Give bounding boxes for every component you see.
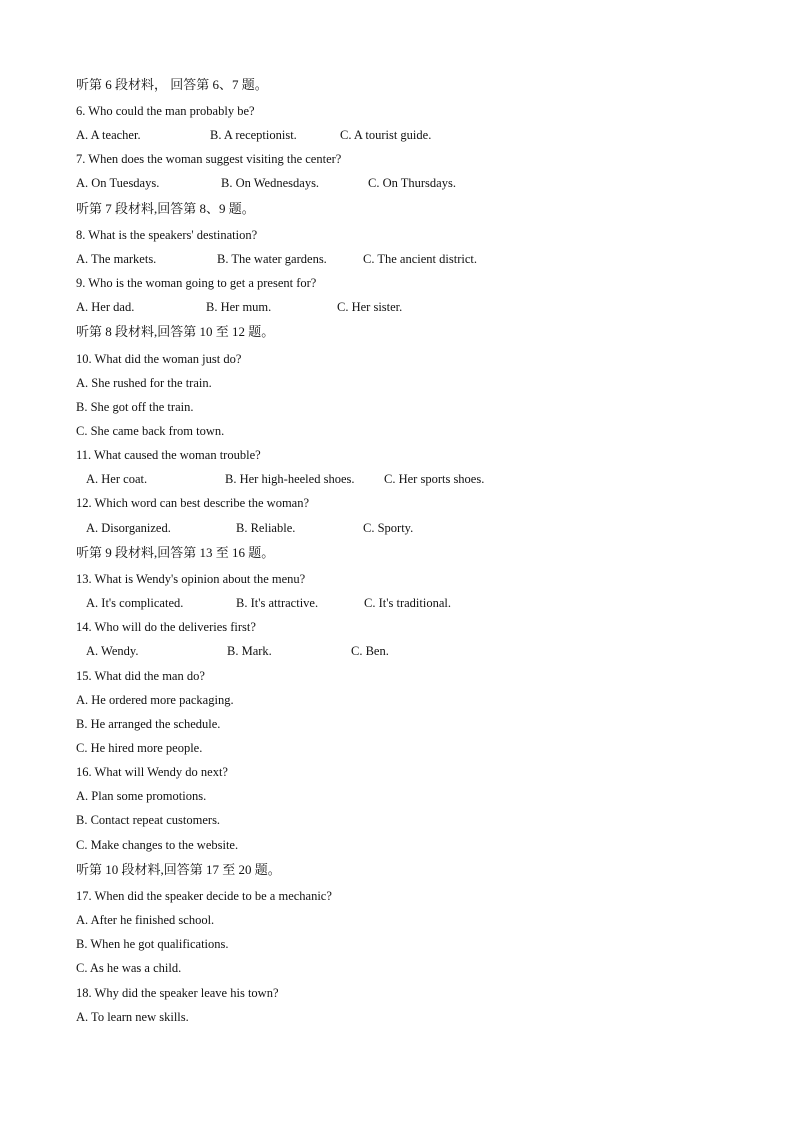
option-8a: A. The markets. bbox=[76, 252, 157, 266]
option-8b: B. The water gardens. bbox=[217, 252, 327, 266]
question-13: 13. What is Wendy's opinion about the menu? bbox=[76, 572, 306, 586]
question-10: 10. What did the woman just do? bbox=[76, 352, 242, 366]
option-12a: A. Disorganized. bbox=[86, 521, 171, 535]
section-header: 听第 6 段材料， 回答第 6、7 题。 bbox=[76, 77, 268, 92]
option-15b: B. He arranged the schedule. bbox=[76, 717, 221, 731]
option-11b: B. Her high-heeled shoes. bbox=[225, 472, 355, 486]
option-6b: B. A receptionist. bbox=[210, 128, 297, 142]
option-9c: C. Her sister. bbox=[337, 300, 403, 314]
option-10c: C. She came back from town. bbox=[76, 424, 225, 438]
option-12c: C. Sporty. bbox=[363, 521, 414, 535]
option-17b: B. When he got qualifications. bbox=[76, 937, 229, 951]
question-11: 11. What caused the woman trouble? bbox=[76, 448, 261, 462]
option-18a: A. To learn new skills. bbox=[76, 1010, 189, 1024]
option-13b: B. It's attractive. bbox=[236, 596, 319, 610]
option-13a: A. It's complicated. bbox=[86, 596, 184, 610]
option-12b: B. Reliable. bbox=[236, 521, 296, 535]
section-header: 听第 7 段材料,回答第 8、9 题。 bbox=[76, 201, 255, 216]
question-6: 6. Who could the man probably be? bbox=[76, 104, 255, 118]
section-header: 听第 8 段材料,回答第 10 至 12 题。 bbox=[76, 324, 275, 339]
option-9a: A. Her dad. bbox=[76, 300, 135, 314]
option-13c: C. It's traditional. bbox=[364, 596, 451, 610]
option-7c: C. On Thursdays. bbox=[368, 176, 456, 190]
option-7b: B. On Wednesdays. bbox=[221, 176, 320, 190]
option-17a: A. After he finished school. bbox=[76, 913, 215, 927]
question-8: 8. What is the speakers' destination? bbox=[76, 228, 258, 242]
option-14a: A. Wendy. bbox=[86, 644, 139, 658]
option-15a: A. He ordered more packaging. bbox=[76, 693, 234, 707]
option-16b: B. Contact repeat customers. bbox=[76, 813, 221, 827]
section-header: 听第 10 段材料,回答第 17 至 20 题。 bbox=[76, 862, 281, 877]
question-12: 12. Which word can best describe the woman? bbox=[76, 496, 310, 510]
question-18: 18. Why did the speaker leave his town? bbox=[76, 986, 279, 1000]
option-8c: C. The ancient district. bbox=[363, 252, 477, 266]
option-10a: A. She rushed for the train. bbox=[76, 376, 212, 390]
option-7a: A. On Tuesdays. bbox=[76, 176, 160, 190]
question-17: 17. When did the speaker decide to be a mechanic? bbox=[76, 889, 332, 903]
option-9b: B. Her mum. bbox=[206, 300, 272, 314]
option-14c: C. Ben. bbox=[351, 644, 389, 658]
option-16a: A. Plan some promotions. bbox=[76, 789, 207, 803]
option-16c: C. Make changes to the website. bbox=[76, 838, 239, 852]
section-header: 听第 9 段材料,回答第 13 至 16 题。 bbox=[76, 545, 275, 560]
question-15: 15. What did the man do? bbox=[76, 669, 205, 683]
option-6c: C. A tourist guide. bbox=[340, 128, 432, 142]
option-17c: C. As he was a child. bbox=[76, 961, 182, 975]
option-15c: C. He hired more people. bbox=[76, 741, 203, 755]
question-16: 16. What will Wendy do next? bbox=[76, 765, 228, 779]
question-14: 14. Who will do the deliveries first? bbox=[76, 620, 256, 634]
option-14b: B. Mark. bbox=[227, 644, 272, 658]
option-6a: A. A teacher. bbox=[76, 128, 141, 142]
question-9: 9. Who is the woman going to get a present for? bbox=[76, 276, 317, 290]
option-11a: A. Her coat. bbox=[86, 472, 148, 486]
option-10b: B. She got off the train. bbox=[76, 400, 194, 414]
question-7: 7. When does the woman suggest visiting the center? bbox=[76, 152, 342, 166]
option-11c: C. Her sports shoes. bbox=[384, 472, 485, 486]
